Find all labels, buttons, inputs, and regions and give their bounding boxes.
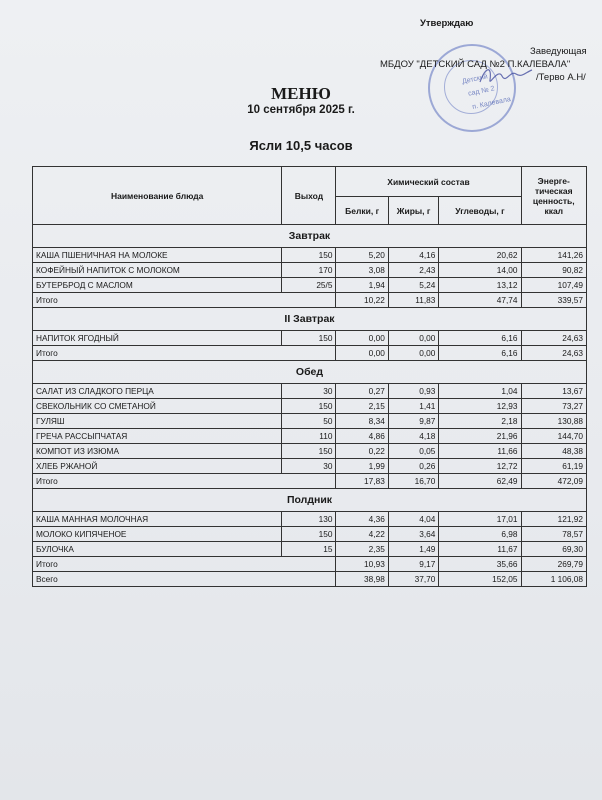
dish-name: КОМПОТ ИЗ ИЗЮМА [33, 444, 282, 459]
dish-protein: 1,94 [336, 278, 388, 293]
dish-energy: 61,19 [521, 459, 586, 474]
dish-fat: 0,05 [388, 444, 439, 459]
total-protein: 17,83 [336, 474, 388, 489]
total-fat: 16,70 [388, 474, 439, 489]
grand-total-energy: 1 106,08 [521, 572, 586, 587]
dish-carb: 11,67 [439, 542, 521, 557]
section-header [33, 225, 587, 248]
section-title: Обед [33, 361, 587, 384]
dish-protein: 1,99 [336, 459, 388, 474]
dish-output: 150 [282, 248, 336, 263]
dish-output: 15 [282, 542, 336, 557]
dish-output: 150 [282, 399, 336, 414]
dish-fat: 1,41 [388, 399, 439, 414]
dish-energy: 73,27 [521, 399, 586, 414]
section-header [33, 489, 587, 512]
section-header [33, 361, 587, 384]
table-row [33, 399, 587, 414]
table-row [33, 527, 587, 542]
dish-output: 150 [282, 444, 336, 459]
dish-name: НАПИТОК ЯГОДНЫЙ [33, 331, 282, 346]
total-row [33, 346, 587, 361]
total-carb: 35,66 [439, 557, 521, 572]
dish-fat: 4,18 [388, 429, 439, 444]
total-carb: 62,49 [439, 474, 521, 489]
dish-energy: 141,26 [521, 248, 586, 263]
section-title: Завтрак [33, 225, 587, 248]
table-row [33, 248, 587, 263]
signatory-name: /Терво А.Н/ [536, 72, 586, 83]
dish-fat: 4,04 [388, 512, 439, 527]
total-energy: 339,57 [521, 293, 586, 308]
dish-carb: 12,72 [439, 459, 521, 474]
stamp-text-3: п. Калевала [471, 96, 512, 111]
dish-fat: 1,49 [388, 542, 439, 557]
stamp-text-1: Детский [461, 73, 489, 86]
menu-table [32, 166, 587, 587]
group-label: Ясли 10,5 часов [249, 138, 353, 153]
menu-table-body [33, 225, 587, 587]
dish-output: 130 [282, 512, 336, 527]
dish-fat: 9,87 [388, 414, 439, 429]
dish-fat: 0,26 [388, 459, 439, 474]
dish-energy: 107,49 [521, 278, 586, 293]
table-row [33, 512, 587, 527]
stamp-text-2: сад № 2 [467, 85, 496, 98]
dish-carb: 13,12 [439, 278, 521, 293]
approve-label: Утверждаю [420, 18, 474, 29]
dish-name: САЛАТ ИЗ СЛАДКОГО ПЕРЦА [33, 384, 282, 399]
dish-carb: 14,00 [439, 263, 521, 278]
dish-protein: 4,22 [336, 527, 388, 542]
total-fat: 9,17 [388, 557, 439, 572]
total-carb: 6,16 [439, 346, 521, 361]
table-row [33, 384, 587, 399]
total-label: Итого [33, 474, 336, 489]
dish-protein: 0,22 [336, 444, 388, 459]
dish-fat: 2,43 [388, 263, 439, 278]
dish-output: 150 [282, 527, 336, 542]
grand-total-label: Всего [33, 572, 336, 587]
table-row [33, 459, 587, 474]
table-row [33, 263, 587, 278]
total-energy: 24,63 [521, 346, 586, 361]
dish-fat: 5,24 [388, 278, 439, 293]
dish-name: БУЛОЧКА [33, 542, 282, 557]
section-header [33, 308, 587, 331]
total-label: Итого [33, 346, 336, 361]
total-protein: 0,00 [336, 346, 388, 361]
dish-carb: 21,96 [439, 429, 521, 444]
total-carb: 47,74 [439, 293, 521, 308]
dish-protein: 4,86 [336, 429, 388, 444]
dish-fat: 3,64 [388, 527, 439, 542]
menu-date: 10 сентября 2025 г. [247, 104, 355, 116]
dish-fat: 0,00 [388, 331, 439, 346]
grand-total-fat: 37,70 [388, 572, 439, 587]
dish-protein: 2,35 [336, 542, 388, 557]
dish-output: 30 [282, 459, 336, 474]
col-output: Выход [282, 167, 336, 225]
section-title: Полдник [33, 489, 587, 512]
dish-energy: 130,88 [521, 414, 586, 429]
dish-energy: 48,38 [521, 444, 586, 459]
dish-energy: 13,67 [521, 384, 586, 399]
dish-name: ГРЕЧА РАССЫПЧАТАЯ [33, 429, 282, 444]
dish-name: КОФЕЙНЫЙ НАПИТОК С МОЛОКОМ [33, 263, 282, 278]
dish-name: КАША ПШЕНИЧНАЯ НА МОЛОКЕ [33, 248, 282, 263]
grand-total-protein: 38,98 [336, 572, 388, 587]
table-row [33, 278, 587, 293]
dish-name: БУТЕРБРОД С МАСЛОМ [33, 278, 282, 293]
dish-energy: 24,63 [521, 331, 586, 346]
dish-protein: 0,00 [336, 331, 388, 346]
dish-protein: 0,27 [336, 384, 388, 399]
dish-energy: 78,57 [521, 527, 586, 542]
dish-protein: 4,36 [336, 512, 388, 527]
dish-carb: 6,98 [439, 527, 521, 542]
dish-carb: 1,04 [439, 384, 521, 399]
total-row [33, 293, 587, 308]
total-fat: 11,83 [388, 293, 439, 308]
total-label: Итого [33, 557, 336, 572]
dish-protein: 8,34 [336, 414, 388, 429]
dish-energy: 69,30 [521, 542, 586, 557]
col-energy: Энерге-тическая ценность, ккал [521, 167, 586, 225]
dish-output: 50 [282, 414, 336, 429]
dish-carb: 17,01 [439, 512, 521, 527]
total-row [33, 557, 587, 572]
dish-protein: 5,20 [336, 248, 388, 263]
total-protein: 10,93 [336, 557, 388, 572]
table-row [33, 331, 587, 346]
total-label: Итого [33, 293, 336, 308]
grand-total-row [33, 572, 587, 587]
organization-label: МБДОУ "ДЕТСКИЙ САД №2 П.КАЛЕВАЛА" [380, 59, 571, 70]
dish-name: ГУЛЯШ [33, 414, 282, 429]
total-energy: 269,79 [521, 557, 586, 572]
dish-carb: 2,18 [439, 414, 521, 429]
position-label: Заведующая [530, 46, 587, 57]
dish-carb: 6,16 [439, 331, 521, 346]
dish-name: МОЛОКО КИПЯЧЕНОЕ [33, 527, 282, 542]
table-row [33, 414, 587, 429]
page-title: МЕНЮ [271, 84, 331, 103]
table-row [33, 542, 587, 557]
total-fat: 0,00 [388, 346, 439, 361]
dish-output: 150 [282, 331, 336, 346]
dish-energy: 121,92 [521, 512, 586, 527]
dish-name: СВЕКОЛЬНИК СО СМЕТАНОЙ [33, 399, 282, 414]
col-dish-name: Наименование блюда [33, 167, 282, 225]
dish-protein: 2,15 [336, 399, 388, 414]
dish-name: КАША МАННАЯ МОЛОЧНАЯ [33, 512, 282, 527]
col-protein: Белки, г [336, 197, 388, 225]
dish-energy: 144,70 [521, 429, 586, 444]
dish-output: 110 [282, 429, 336, 444]
total-row [33, 474, 587, 489]
dish-output: 30 [282, 384, 336, 399]
dish-carb: 20,62 [439, 248, 521, 263]
dish-output: 170 [282, 263, 336, 278]
grand-total-carb: 152,05 [439, 572, 521, 587]
total-energy: 472,09 [521, 474, 586, 489]
dish-output: 25/5 [282, 278, 336, 293]
dish-protein: 3,08 [336, 263, 388, 278]
col-carb: Углеводы, г [439, 197, 521, 225]
dish-name: ХЛЕБ РЖАНОЙ [33, 459, 282, 474]
dish-fat: 4,16 [388, 248, 439, 263]
dish-carb: 11,66 [439, 444, 521, 459]
col-fat: Жиры, г [388, 197, 439, 225]
section-title: II Завтрак [33, 308, 587, 331]
dish-carb: 12,93 [439, 399, 521, 414]
total-protein: 10,22 [336, 293, 388, 308]
col-chem-composition: Химический состав [336, 167, 521, 197]
dish-energy: 90,82 [521, 263, 586, 278]
dish-fat: 0,93 [388, 384, 439, 399]
table-row [33, 429, 587, 444]
table-row [33, 444, 587, 459]
